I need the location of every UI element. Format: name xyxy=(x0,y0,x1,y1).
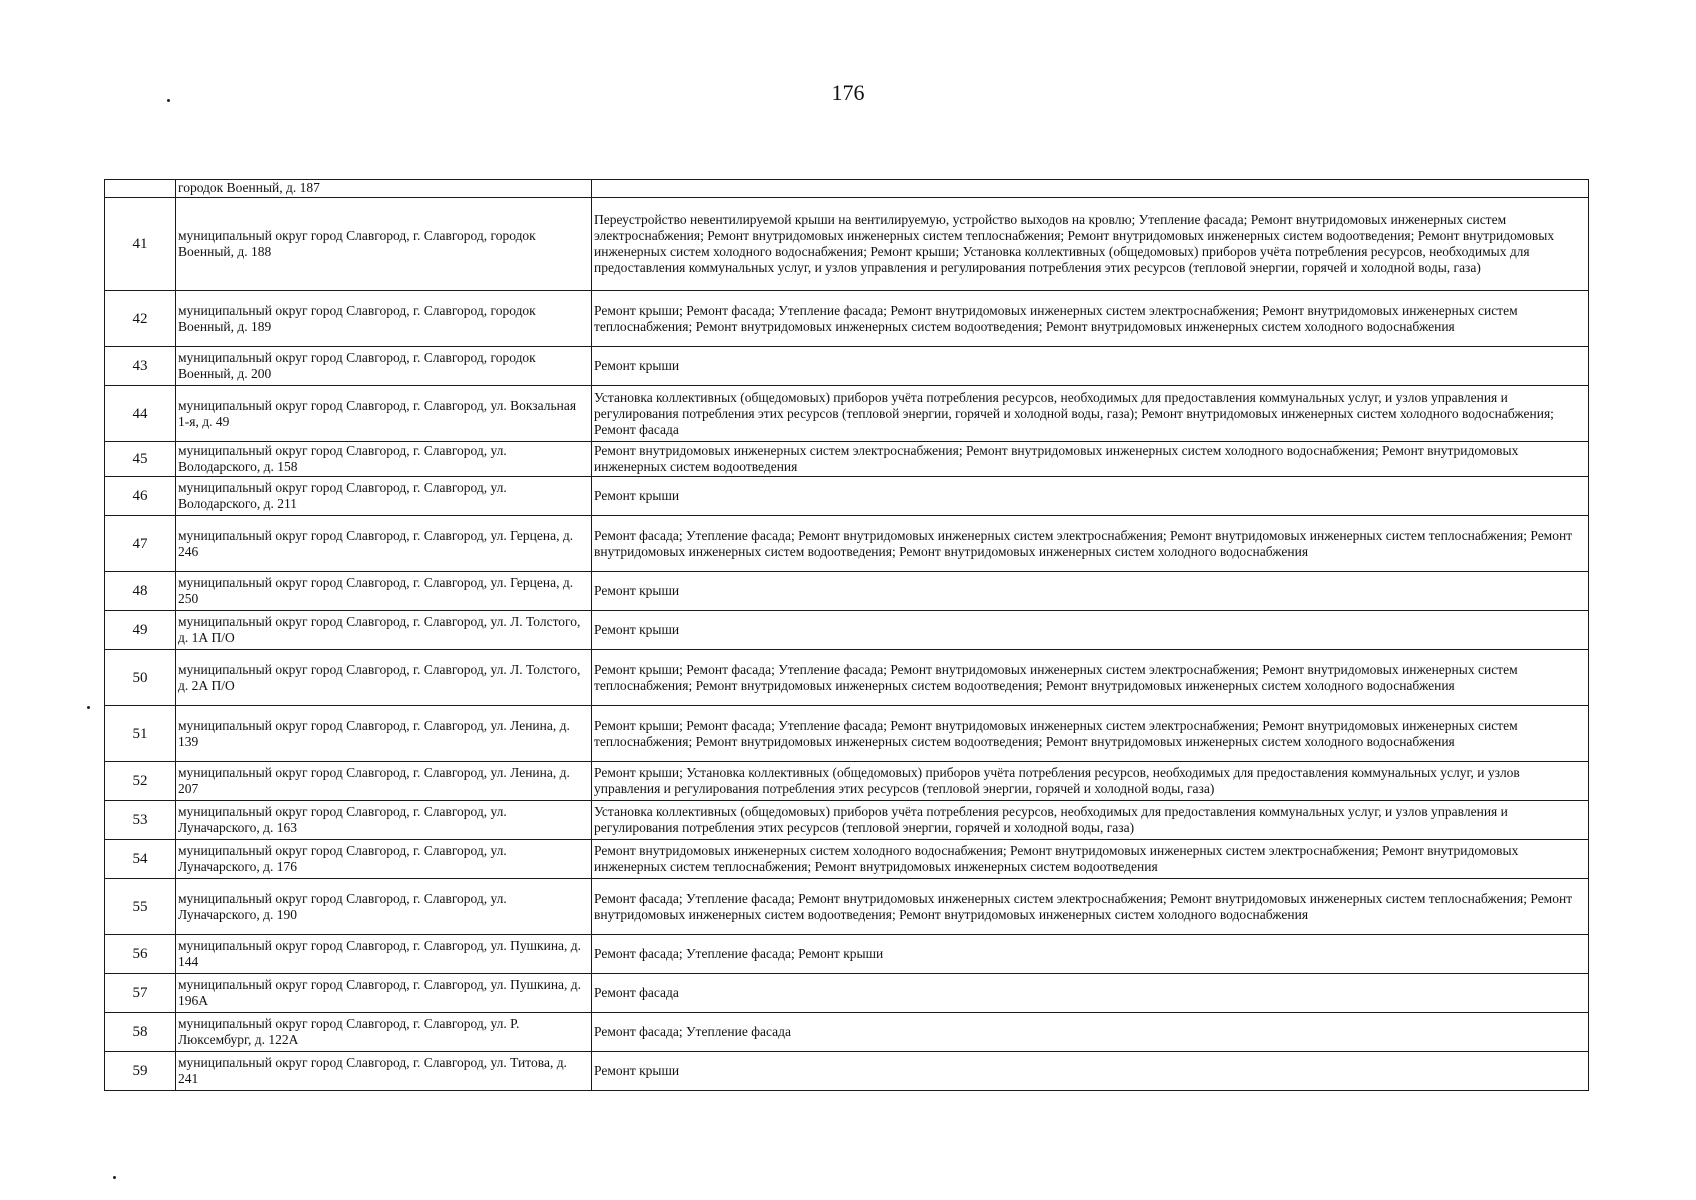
address-cell: муниципальный округ город Славгород, г. Славгород, ул. Л. Толстого, д. 1А П/О xyxy=(176,611,592,650)
row-number-cell: 56 xyxy=(105,935,176,974)
address-cell: муниципальный округ город Славгород, г. Славгород, ул. Л. Толстого, д. 2А П/О xyxy=(176,650,592,706)
works-cell: Ремонт фасада xyxy=(592,974,1589,1013)
row-number-cell: 59 xyxy=(105,1052,176,1091)
table-row xyxy=(105,386,1589,442)
address-cell: муниципальный округ город Славгород, г. Славгород, городок Военный, д. 188 xyxy=(176,198,592,291)
works-cell: Ремонт крыши; Ремонт фасада; Утепление фасада; Ремонт внутридомовых инженерных систем электроснабжения; Ремонт внутридомовых инженерных систем теплоснабжения; Ремонт внутридомовых инженерных систем водоотведения; Ремонт внутридомовых инженерных систем холодного водоснабжения xyxy=(592,650,1589,706)
works-cell: Ремонт крыши xyxy=(592,477,1589,516)
works-cell: Установка коллективных (общедомовых) приборов учёта потребления ресурсов, необходимых для предоставления коммунальных услуг, и узлов управления и регулирования потребления этих ресурсов (тепловой энергии, горячей и холодной воды, газа); Ремонт внутридомовых инженерных систем холодного водоснабжения; Ремонт фасада xyxy=(592,386,1589,442)
works-cell: Ремонт крыши xyxy=(592,347,1589,386)
row-number-cell: 44 xyxy=(105,386,176,442)
address-cell: городок Военный, д. 187 xyxy=(176,180,592,198)
row-number-cell: 51 xyxy=(105,706,176,762)
table-row xyxy=(105,572,1589,611)
table-row xyxy=(105,198,1589,291)
table-row xyxy=(105,477,1589,516)
address-cell: муниципальный округ город Славгород, г. Славгород, ул. Р. Люксембург, д. 122А xyxy=(176,1013,592,1052)
works-cell xyxy=(592,180,1589,198)
row-number-cell: 54 xyxy=(105,840,176,879)
scan-speck xyxy=(113,1176,116,1179)
works-cell: Ремонт фасада; Утепление фасада xyxy=(592,1013,1589,1052)
row-number-cell xyxy=(105,180,176,198)
table-row xyxy=(105,611,1589,650)
housing-repair-table xyxy=(104,179,1589,1091)
works-cell: Ремонт крыши xyxy=(592,572,1589,611)
address-cell: муниципальный округ город Славгород, г. Славгород, ул. Пушкина, д. 196А xyxy=(176,974,592,1013)
address-cell: муниципальный округ город Славгород, г. Славгород, городок Военный, д. 189 xyxy=(176,291,592,347)
row-number-cell: 55 xyxy=(105,879,176,935)
address-cell: муниципальный округ город Славгород, г. Славгород, ул. Ленина, д. 139 xyxy=(176,706,592,762)
works-cell: Ремонт фасада; Утепление фасада; Ремонт внутридомовых инженерных систем электроснабжения; Ремонт внутридомовых инженерных систем теплоснабжения; Ремонт внутридомовых инженерных систем водоотведения; Ремонт внутридомовых инженерных систем холодного водоснабжения xyxy=(592,516,1589,572)
address-cell: муниципальный округ город Славгород, г. Славгород, ул. Титова, д. 241 xyxy=(176,1052,592,1091)
works-cell: Ремонт крыши; Установка коллективных (общедомовых) приборов учёта потребления ресурсов, необходимых для предоставления коммунальных услуг, и узлов управления и регулирования потребления этих ресурсов (тепловой энергии, горячей и холодной воды, газа) xyxy=(592,762,1589,801)
row-number-cell: 50 xyxy=(105,650,176,706)
table-row xyxy=(105,516,1589,572)
scan-speck xyxy=(167,99,170,102)
row-number-cell: 53 xyxy=(105,801,176,840)
row-number-cell: 47 xyxy=(105,516,176,572)
table-row xyxy=(105,879,1589,935)
address-cell: муниципальный округ город Славгород, г. Славгород, ул. Луначарского, д. 163 xyxy=(176,801,592,840)
table-row xyxy=(105,180,1589,198)
address-cell: муниципальный округ город Славгород, г. Славгород, ул. Пушкина, д. 144 xyxy=(176,935,592,974)
table-row xyxy=(105,762,1589,801)
scan-speck xyxy=(87,706,90,709)
row-number-cell: 49 xyxy=(105,611,176,650)
works-cell: Ремонт внутридомовых инженерных систем холодного водоснабжения; Ремонт внутридомовых инженерных систем электроснабжения; Ремонт внутридомовых инженерных систем теплоснабжения; Ремонт внутридомовых инженерных систем водоотведения xyxy=(592,840,1589,879)
table-row xyxy=(105,347,1589,386)
address-cell: муниципальный округ город Славгород, г. Славгород, ул. Луначарского, д. 176 xyxy=(176,840,592,879)
row-number-cell: 52 xyxy=(105,762,176,801)
works-cell: Переустройство невентилируемой крыши на вентилируемую, устройство выходов на кровлю; Утепление фасада; Ремонт внутридомовых инженерных систем электроснабжения; Ремонт внутридомовых инженерных систем теплоснабжения; Ремонт внутридомовых инженерных систем водоотведения; Ремонт внутридомовых инженерных систем холодного водоснабжения; Ремонт крыши; Установка коллективных (общедомовых) приборов учёта потребления ресурсов, необходимых для предоставления коммунальных услуг, и узлов управления и регулирования потребления этих ресурсов (тепловой энергии, горячей и холодной воды, газа) xyxy=(592,198,1589,291)
works-cell: Ремонт крыши xyxy=(592,611,1589,650)
table-row xyxy=(105,1013,1589,1052)
page-number: 176 xyxy=(831,80,865,105)
table-row xyxy=(105,1052,1589,1091)
table-row xyxy=(105,974,1589,1013)
address-cell: муниципальный округ город Славгород, г. Славгород, ул. Вокзальная 1-я, д. 49 xyxy=(176,386,592,442)
row-number-cell: 41 xyxy=(105,198,176,291)
works-cell: Ремонт фасада; Утепление фасада; Ремонт внутридомовых инженерных систем электроснабжения; Ремонт внутридомовых инженерных систем теплоснабжения; Ремонт внутридомовых инженерных систем водоотведения; Ремонт внутридомовых инженерных систем холодного водоснабжения xyxy=(592,879,1589,935)
row-number-cell: 45 xyxy=(105,442,176,477)
table-body xyxy=(105,180,1589,1091)
table-row xyxy=(105,650,1589,706)
address-cell: муниципальный округ город Славгород, г. Славгород, ул. Герцена, д. 250 xyxy=(176,572,592,611)
row-number-cell: 58 xyxy=(105,1013,176,1052)
works-cell: Ремонт крыши; Ремонт фасада; Утепление фасада; Ремонт внутридомовых инженерных систем электроснабжения; Ремонт внутридомовых инженерных систем теплоснабжения; Ремонт внутридомовых инженерных систем водоотведения; Ремонт внутридомовых инженерных систем холодного водоснабжения xyxy=(592,706,1589,762)
works-cell: Ремонт внутридомовых инженерных систем электроснабжения; Ремонт внутридомовых инженерных систем холодного водоснабжения; Ремонт внутридомовых инженерных систем водоотведения xyxy=(592,442,1589,477)
row-number-cell: 42 xyxy=(105,291,176,347)
works-cell: Ремонт фасада; Утепление фасада; Ремонт крыши xyxy=(592,935,1589,974)
row-number-cell: 46 xyxy=(105,477,176,516)
table-row xyxy=(105,840,1589,879)
address-cell: муниципальный округ город Славгород, г. Славгород, ул. Герцена, д. 246 xyxy=(176,516,592,572)
address-cell: муниципальный округ город Славгород, г. Славгород, ул. Володарского, д. 158 xyxy=(176,442,592,477)
table-row xyxy=(105,291,1589,347)
table-row xyxy=(105,801,1589,840)
address-cell: муниципальный округ город Славгород, г. Славгород, ул. Володарского, д. 211 xyxy=(176,477,592,516)
table-row xyxy=(105,706,1589,762)
address-cell: муниципальный округ город Славгород, г. Славгород, ул. Луначарского, д. 190 xyxy=(176,879,592,935)
table-row xyxy=(105,935,1589,974)
address-cell: муниципальный округ город Славгород, г. Славгород, городок Военный, д. 200 xyxy=(176,347,592,386)
row-number-cell: 48 xyxy=(105,572,176,611)
address-cell: муниципальный округ город Славгород, г. Славгород, ул. Ленина, д. 207 xyxy=(176,762,592,801)
table-row xyxy=(105,442,1589,477)
row-number-cell: 57 xyxy=(105,974,176,1013)
row-number-cell: 43 xyxy=(105,347,176,386)
works-cell: Установка коллективных (общедомовых) приборов учёта потребления ресурсов, необходимых для предоставления коммунальных услуг, и узлов управления и регулирования потребления этих ресурсов (тепловой энергии, горячей и холодной воды, газа) xyxy=(592,801,1589,840)
works-cell: Ремонт крыши; Ремонт фасада; Утепление фасада; Ремонт внутридомовых инженерных систем электроснабжения; Ремонт внутридомовых инженерных систем теплоснабжения; Ремонт внутридомовых инженерных систем водоотведения; Ремонт внутридомовых инженерных систем холодного водоснабжения xyxy=(592,291,1589,347)
works-cell: Ремонт крыши xyxy=(592,1052,1589,1091)
